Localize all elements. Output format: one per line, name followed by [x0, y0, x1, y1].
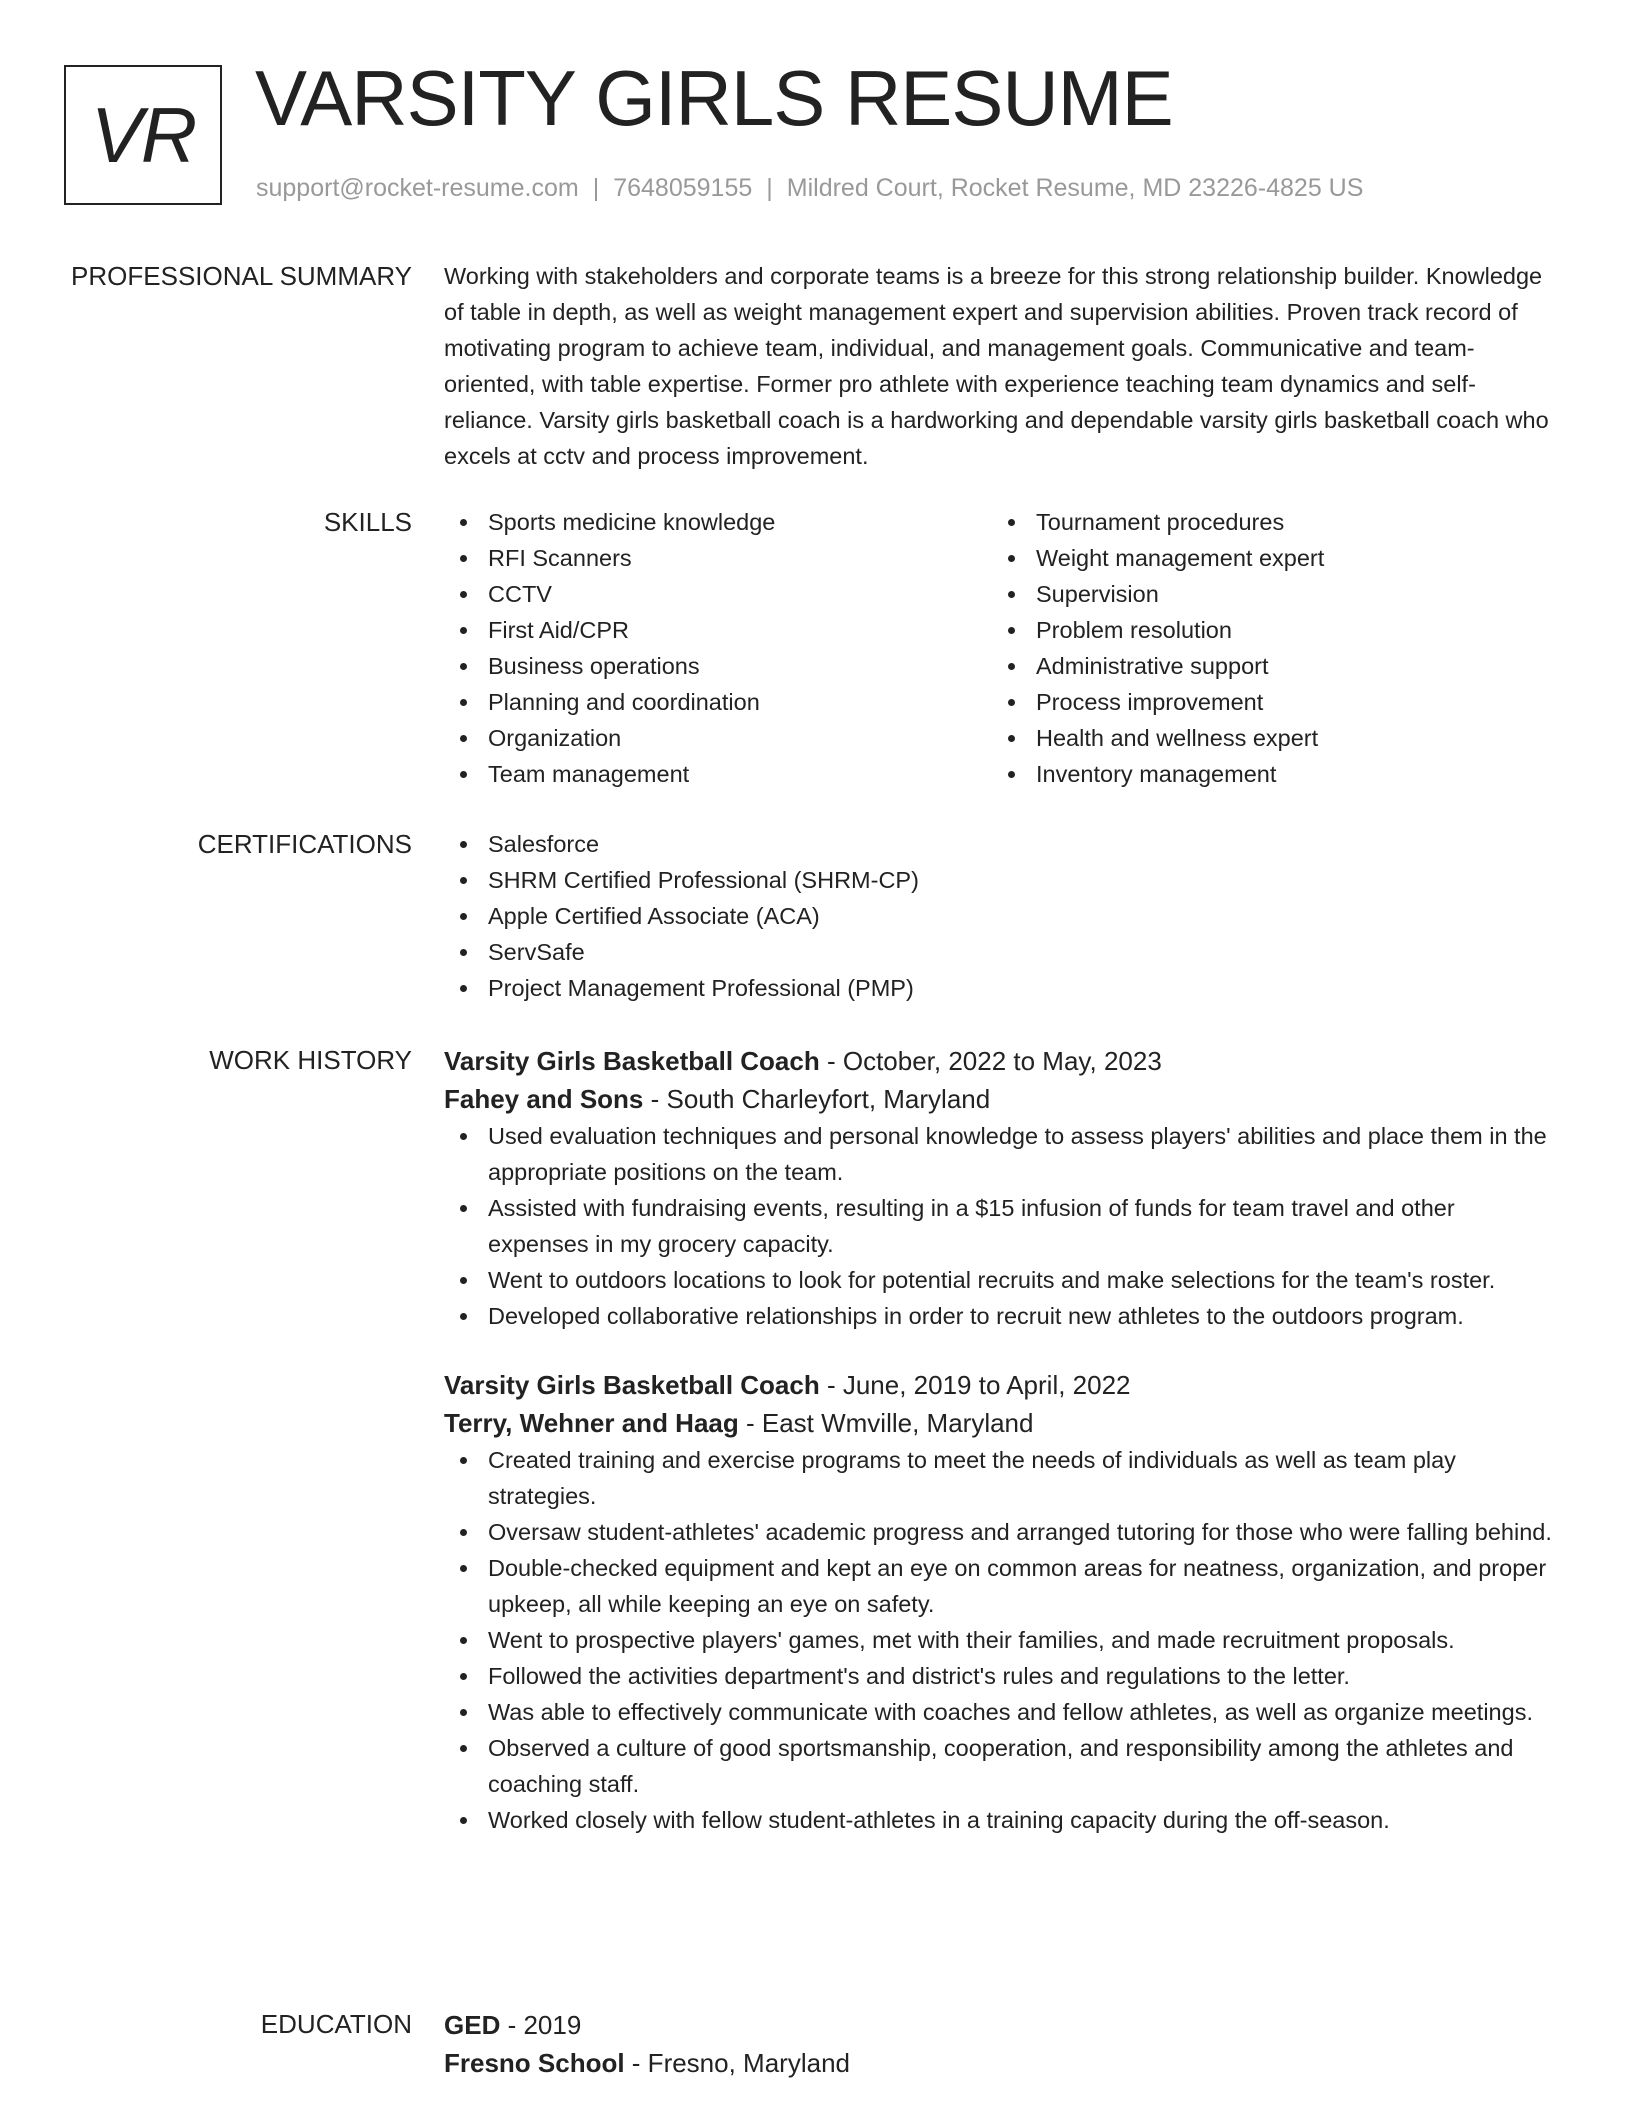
job-dates: - June, 2019 to April, 2022 — [819, 1370, 1131, 1400]
list-item: Observed a culture of good sportsmanship, cooperation, and responsibility among the athletes and coaching staff. — [444, 1730, 1554, 1802]
section-title-certifications: CERTIFICATIONS — [197, 829, 412, 859]
job-bullets — [444, 1118, 1554, 1334]
list-item: Business operations — [444, 648, 992, 684]
education-year: - 2019 — [500, 2010, 582, 2040]
list-item: Created training and exercise programs to meet the needs of individuals as well as team play strategies. — [444, 1442, 1554, 1514]
list-item: Went to prospective players' games, met with their families, and made recruitment proposals. — [444, 1622, 1554, 1658]
monogram — [64, 65, 222, 205]
job-location: - East Wmville, Maryland — [738, 1408, 1034, 1438]
list-item: Followed the activities department's and district's rules and regulations to the letter. — [444, 1658, 1554, 1694]
list-item: Weight management expert — [992, 540, 1540, 576]
skills-list-left — [444, 504, 992, 792]
list-item: Planning and coordination — [444, 684, 992, 720]
section-title-work: WORK HISTORY — [209, 1045, 412, 1075]
list-item: Was able to effectively communicate with coaches and fellow athletes, as well as organize meetings. — [444, 1694, 1554, 1730]
list-item: Worked closely with fellow student-athletes in a training capacity during the off-season. — [444, 1802, 1554, 1838]
list-item: Assisted with fundraising events, resulting in a $15 infusion of funds for team travel and other expenses in my grocery capacity. — [444, 1190, 1554, 1262]
education-school-line — [444, 2044, 1554, 2082]
education-school: Fresno School — [444, 2048, 625, 2078]
list-item: Sports medicine knowledge — [444, 504, 992, 540]
list-item: Supervision — [992, 576, 1540, 612]
monogram-initials: VR — [90, 90, 196, 179]
job-title-line — [444, 1366, 1554, 1404]
summary-text: Working with stakeholders and corporate teams is a breeze for this strong relationship builder. Knowledge of table in depth, as well as weight management expert and supervision abilities. Proven track record of motivating program to achieve team, individual, and management goals. Communicative and team-oriented, with table expertise. Former pro athlete with experience teaching team dynamics and self-reliance. Varsity girls basketball coach is a hardworking and dependable varsity girls basketball coach who excels at cctv and process improvement. — [444, 263, 1549, 469]
list-item: Developed collaborative relationships in order to recruit new athletes to the outdoors program. — [444, 1298, 1554, 1334]
section-title-education: EDUCATION — [260, 2009, 412, 2039]
section-title-skills: SKILLS — [323, 507, 412, 537]
job-dates: - October, 2022 to May, 2023 — [819, 1046, 1162, 1076]
job-role: Varsity Girls Basketball Coach — [444, 1370, 820, 1400]
skills-list-right — [992, 504, 1540, 792]
job-role: Varsity Girls Basketball Coach — [444, 1046, 820, 1076]
job-title-line — [444, 1042, 1554, 1080]
list-item: Health and wellness expert — [992, 720, 1540, 756]
list-item: Went to outdoors locations to look for potential recruits and make selections for the team's roster. — [444, 1262, 1554, 1298]
list-item: Apple Certified Associate (ACA) — [444, 898, 1554, 934]
education-degree-line — [444, 2006, 1554, 2044]
job-bullets — [444, 1442, 1554, 1838]
list-item: Problem resolution — [992, 612, 1540, 648]
list-item: CCTV — [444, 576, 992, 612]
list-item: Organization — [444, 720, 992, 756]
job-company-line — [444, 1404, 1554, 1442]
address: Mildred Court, Rocket Resume, MD 23226-4825 US — [786, 174, 1364, 202]
list-item: Team management — [444, 756, 992, 792]
list-item: Double-checked equipment and kept an eye on common areas for neatness, organization, and proper upkeep, all while keeping an eye on safety. — [444, 1550, 1554, 1622]
resume-title: VARSITY GIRLS RESUME — [255, 54, 1173, 142]
list-item: Administrative support — [992, 648, 1540, 684]
list-item: Oversaw student-athletes' academic progress and arranged tutoring for those who were falling behind. — [444, 1514, 1554, 1550]
section-title-summary: PROFESSIONAL SUMMARY — [71, 261, 412, 291]
education-degree: GED — [444, 2010, 501, 2040]
list-item: Tournament procedures — [992, 504, 1540, 540]
list-item: ServSafe — [444, 934, 1554, 970]
job-entry — [444, 1042, 1554, 1334]
email[interactable]: support@rocket-resume.com — [256, 174, 579, 202]
job-company: Terry, Wehner and Haag — [444, 1408, 739, 1438]
separator: | — [766, 174, 773, 202]
job-company-line — [444, 1080, 1554, 1118]
list-item: Process improvement — [992, 684, 1540, 720]
education-location: - Fresno, Maryland — [624, 2048, 850, 2078]
list-item: Inventory management — [992, 756, 1540, 792]
contact-line — [256, 174, 1363, 203]
phone[interactable]: 7648059155 — [613, 174, 753, 202]
certifications-list — [444, 826, 1554, 1006]
separator: | — [592, 174, 600, 202]
job-company: Fahey and Sons — [444, 1084, 644, 1114]
list-item: SHRM Certified Professional (SHRM-CP) — [444, 862, 1554, 898]
list-item: Used evaluation techniques and personal knowledge to assess players' abilities and place them in the appropriate positions on the team. — [444, 1118, 1554, 1190]
list-item: Project Management Professional (PMP) — [444, 970, 1554, 1006]
list-item: Salesforce — [444, 826, 1554, 862]
list-item: First Aid/CPR — [444, 612, 992, 648]
list-item: RFI Scanners — [444, 540, 992, 576]
job-entry — [444, 1366, 1554, 1838]
job-location: - South Charleyfort, Maryland — [643, 1084, 991, 1114]
